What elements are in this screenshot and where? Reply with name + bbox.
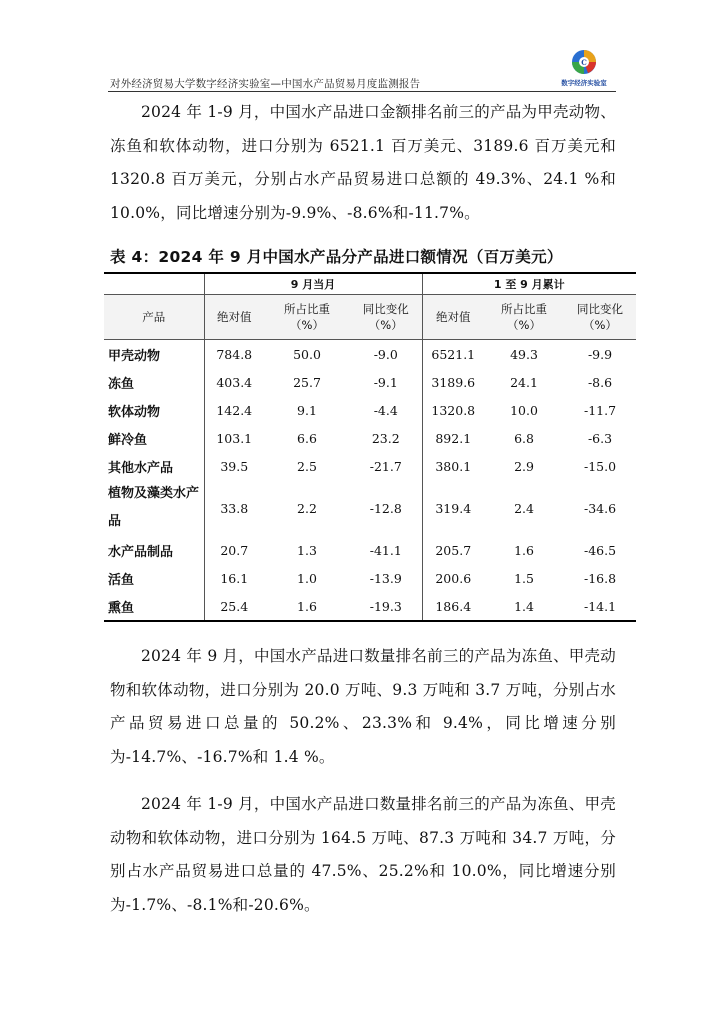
row-product-name: 植物及藻类水产品 bbox=[104, 480, 204, 536]
group-header-month: 9 月当月 bbox=[204, 273, 422, 295]
table-row bbox=[104, 424, 636, 452]
row-product-name: 鲜冷鱼 bbox=[104, 424, 204, 452]
row-cell: 20.7 bbox=[220, 542, 249, 558]
row-cell: -19.3 bbox=[350, 592, 422, 621]
row-cell: 23.2 bbox=[350, 424, 422, 452]
row-cell: 784.8 bbox=[216, 346, 253, 362]
col-header-cum-abs: 绝对值 bbox=[422, 295, 484, 340]
row-cell: -13.9 bbox=[350, 564, 422, 592]
col-header-cum-yoy: 同比变化（%） bbox=[564, 295, 636, 340]
col-header-month-yoy: 同比变化（%） bbox=[350, 295, 422, 340]
row-product-name: 甲壳动物 bbox=[104, 340, 204, 369]
table-row bbox=[104, 396, 636, 424]
table-row bbox=[104, 536, 636, 564]
row-cell: 6521.1 bbox=[431, 346, 476, 362]
header-rule bbox=[108, 91, 616, 92]
row-cell: 380.1 bbox=[435, 458, 472, 474]
lab-logo bbox=[552, 48, 616, 90]
row-cell: -34.6 bbox=[583, 500, 617, 516]
row-cell: -12.8 bbox=[350, 480, 422, 536]
table-row bbox=[104, 564, 636, 592]
row-cell: 25.4 bbox=[220, 598, 249, 614]
table-row bbox=[104, 368, 636, 396]
row-cell: 50.0 bbox=[293, 346, 321, 362]
page-header bbox=[108, 48, 616, 92]
row-cell: 10.0 bbox=[510, 402, 538, 418]
row-cell: 319.4 bbox=[435, 500, 472, 516]
row-cell: 25.7 bbox=[293, 374, 321, 390]
col-header-month-share: 所占比重（%） bbox=[264, 295, 350, 340]
row-cell: -14.1 bbox=[583, 598, 617, 614]
logo-text: 数字经济实验室 bbox=[561, 79, 607, 87]
row-cell: -4.4 bbox=[350, 396, 422, 424]
row-cell: 2.2 bbox=[297, 500, 317, 516]
row-cell: 1.5 bbox=[514, 570, 534, 586]
row-cell: -8.6 bbox=[587, 374, 613, 390]
row-cell: 403.4 bbox=[216, 374, 253, 390]
row-cell: 1.6 bbox=[514, 542, 534, 558]
paragraph-volume-cumulative: 2024 年 1-9 月，中国水产品进口数量排名前三的产品为冻鱼、甲壳动物和软体动物，进口分别为 164.5 万吨、87.3 万吨和 34.7 万吨，分别占水产品贸易进口总量的 47.5%、25.2%和 10.0%，同比增速分别为-1.7%、-8.1%和-20.6%。 bbox=[110, 795, 616, 914]
row-cell: -9.9 bbox=[587, 346, 613, 362]
row-product-name: 其他水产品 bbox=[104, 452, 204, 480]
table-caption: 表 4：2024 年 9 月中国水产品分产品进口额情况（百万美元） bbox=[110, 248, 563, 266]
row-cell: -41.1 bbox=[350, 536, 422, 564]
row-cell: 142.4 bbox=[216, 402, 253, 418]
row-cell: -15.0 bbox=[583, 458, 617, 474]
row-cell: 2.9 bbox=[514, 458, 534, 474]
group-header-empty bbox=[104, 273, 204, 295]
row-cell: -9.0 bbox=[350, 340, 422, 369]
table-row bbox=[104, 340, 636, 369]
import-value-table bbox=[104, 272, 636, 622]
row-cell: 3189.6 bbox=[431, 374, 476, 390]
row-cell: 6.8 bbox=[514, 430, 534, 446]
row-product-name: 熏鱼 bbox=[104, 592, 204, 621]
row-cell: 6.6 bbox=[297, 430, 317, 446]
paragraph-volume-month: 2024 年 9 月，中国水产品进口数量排名前三的产品为冻鱼、甲壳动物和软体动物，进口分别为 20.0 万吨、9.3 万吨和 3.7 万吨，分别占水产品贸易进口总量的 50.2%、23.3%和 9.4%，同比增速分别为-14.7%、-16.7%和 1.4 %。 bbox=[110, 647, 616, 766]
svg-text:C: C bbox=[581, 58, 587, 67]
row-product-name: 软体动物 bbox=[104, 396, 204, 424]
row-cell: 1320.8 bbox=[431, 402, 476, 418]
row-cell: 16.1 bbox=[220, 570, 249, 586]
row-cell: 892.1 bbox=[435, 430, 472, 446]
row-cell: 205.7 bbox=[435, 542, 472, 558]
table-row bbox=[104, 480, 636, 536]
row-cell: 2.5 bbox=[297, 458, 317, 474]
table-row bbox=[104, 592, 636, 621]
row-product-name: 活鱼 bbox=[104, 564, 204, 592]
col-header-cum-share: 所占比重（%） bbox=[484, 295, 564, 340]
row-cell: 1.6 bbox=[297, 598, 317, 614]
row-cell: -21.7 bbox=[350, 452, 422, 480]
row-cell: 2.4 bbox=[514, 500, 534, 516]
row-cell: 24.1 bbox=[510, 374, 538, 390]
row-cell: 39.5 bbox=[220, 458, 249, 474]
col-header-month-abs: 绝对值 bbox=[204, 295, 264, 340]
row-cell: -11.7 bbox=[583, 402, 617, 418]
row-cell: -16.8 bbox=[583, 570, 617, 586]
row-cell: 49.3 bbox=[510, 346, 538, 362]
row-cell: 103.1 bbox=[216, 430, 253, 446]
row-cell: -6.3 bbox=[587, 430, 613, 446]
row-product-name: 水产品制品 bbox=[104, 536, 204, 564]
row-cell: 1.0 bbox=[297, 570, 317, 586]
row-cell: 1.3 bbox=[297, 542, 317, 558]
group-header-cumulative: 1 至 9 月累计 bbox=[422, 273, 636, 295]
row-cell: 200.6 bbox=[435, 570, 472, 586]
globe-logo-icon bbox=[552, 48, 616, 78]
paragraph-value-summary: 2024 年 1-9 月，中国水产品进口金额排名前三的产品为甲壳动物、冻鱼和软体动物，进口分别为 6521.1 百万美元、3189.6 百万美元和 1320.8 百万美元，分别占水产品贸易进口总额的 49.3%、24.1 %和 10.0%，同比增速分别为-9.9%、-8.6%和-11.7%。 bbox=[110, 103, 616, 222]
table-row bbox=[104, 452, 636, 480]
row-cell: -46.5 bbox=[583, 542, 617, 558]
row-cell: 33.8 bbox=[220, 500, 249, 516]
row-cell: -9.1 bbox=[350, 368, 422, 396]
row-cell: 9.1 bbox=[297, 402, 317, 418]
row-cell: 186.4 bbox=[435, 598, 472, 614]
row-cell: 1.4 bbox=[514, 598, 534, 614]
row-product-name: 冻鱼 bbox=[104, 368, 204, 396]
header-title: 对外经济贸易大学数字经济实验室—中国水产品贸易月度监测报告 bbox=[110, 78, 421, 90]
col-header-product: 产品 bbox=[104, 295, 204, 340]
